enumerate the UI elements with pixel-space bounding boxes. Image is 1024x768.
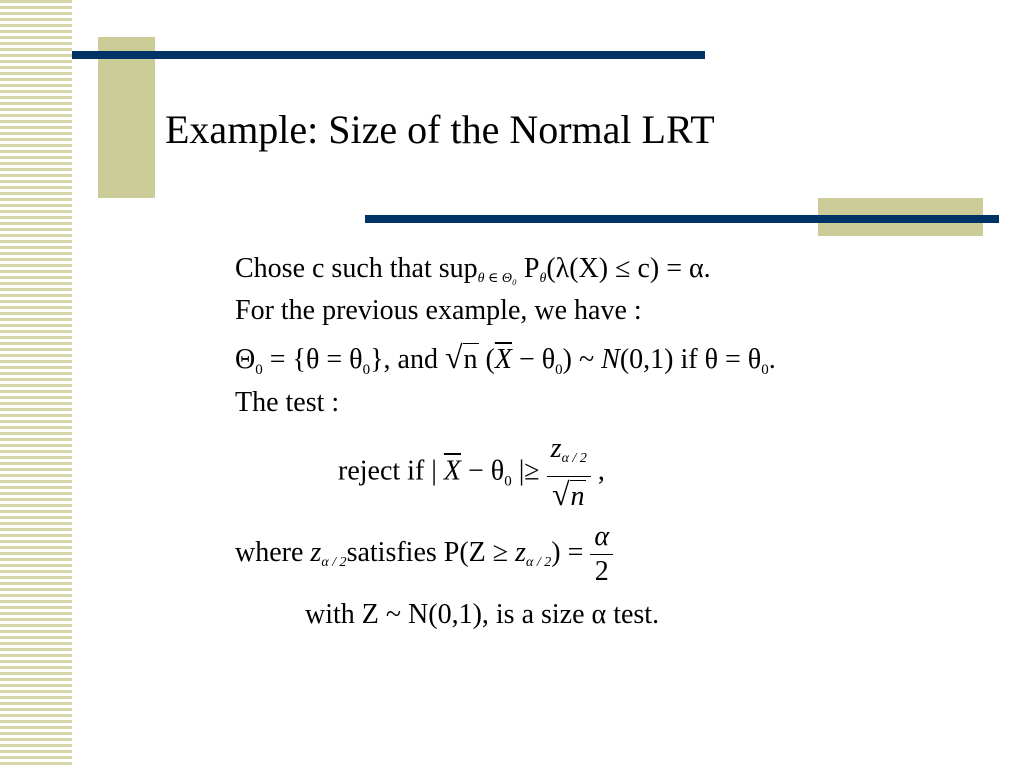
xbar: $\overline{X}$: [494, 344, 512, 375]
line1-sup-subscript: θ ∈ Θ₀: [477, 271, 517, 286]
where-z-subscript: α / 2: [321, 554, 347, 570]
minus-theta-subscript: 0: [555, 362, 563, 378]
reject-minus-theta: − θ: [460, 455, 505, 487]
where-z2: z: [515, 536, 527, 568]
sqrt-n: [445, 340, 479, 377]
slide-title: Example: Size of the Normal LRT: [165, 107, 715, 152]
decorative-stripe-band: [0, 0, 72, 768]
line-reject-if: [338, 432, 605, 514]
reject-sqrt-n: [552, 477, 586, 514]
reject-num-z: z: [550, 433, 562, 464]
theta0-set: = {θ = θ: [262, 344, 363, 375]
line-the-test: The test :: [235, 387, 340, 418]
reject-theta-subscript: 0: [504, 473, 512, 490]
where-z2-subscript: α / 2: [526, 554, 552, 570]
reject-comma: ,: [590, 455, 605, 487]
decorative-navy-bar-middle: [365, 215, 999, 223]
theta0-set-close: }, and: [370, 344, 445, 375]
decorative-tan-block-left: [98, 37, 155, 198]
reject-fraction: [547, 432, 591, 514]
line-with-z: with Z ~ N(0,1), is a size α test.: [305, 599, 660, 630]
minus-theta: − θ: [511, 344, 556, 375]
reject-xbar: $\overline{X}$: [443, 455, 461, 487]
reject-fraction-denominator: [547, 476, 591, 514]
dist-tilde: ) ~: [562, 344, 602, 375]
line-where: [235, 520, 613, 589]
line-theta0-definition: [235, 340, 776, 387]
sqrt-n-radicand: n: [463, 344, 478, 375]
where-satisfies: satisfies P(Z ≥: [346, 536, 516, 568]
line-chose-c: [235, 252, 711, 296]
theta0-subscript: 0: [255, 362, 263, 378]
where-prefix: where: [235, 536, 311, 568]
reject-prefix: reject if |: [338, 455, 444, 487]
line-previous-example: For the previous example, we have :: [235, 295, 642, 326]
reject-radical-sign-icon: √: [551, 476, 570, 512]
theta-eq-subscript: 0: [761, 362, 769, 378]
where-eq: ) =: [551, 536, 591, 568]
line1-rest: (λ(X) ≤ c) = α.: [546, 253, 711, 284]
alpha-denominator: 2: [590, 554, 613, 589]
decorative-navy-bar-top: [72, 51, 705, 59]
theta0-set-subscript: 0: [362, 362, 371, 378]
line1-p-subscript: θ: [539, 271, 547, 286]
alpha-numerator: α: [594, 521, 610, 552]
radical-sign-icon: √: [444, 339, 463, 375]
paren-open: (: [478, 344, 495, 375]
reject-sqrt-radicand: n: [570, 481, 585, 512]
reject-fraction-numerator: [547, 432, 591, 476]
dist-args: (0,1) if θ = θ: [619, 344, 762, 375]
line1-prefix: Chose c such that sup: [235, 253, 478, 284]
line1-p: P: [516, 253, 540, 284]
normal-N: N: [601, 344, 620, 375]
line3-end: .: [768, 344, 776, 375]
where-z: z: [310, 536, 322, 568]
reject-num-subscript: α / 2: [561, 451, 587, 466]
theta0-symbol: Θ: [235, 344, 256, 375]
alpha-over-2-fraction: [590, 520, 613, 589]
reject-ge: |≥: [511, 455, 547, 487]
